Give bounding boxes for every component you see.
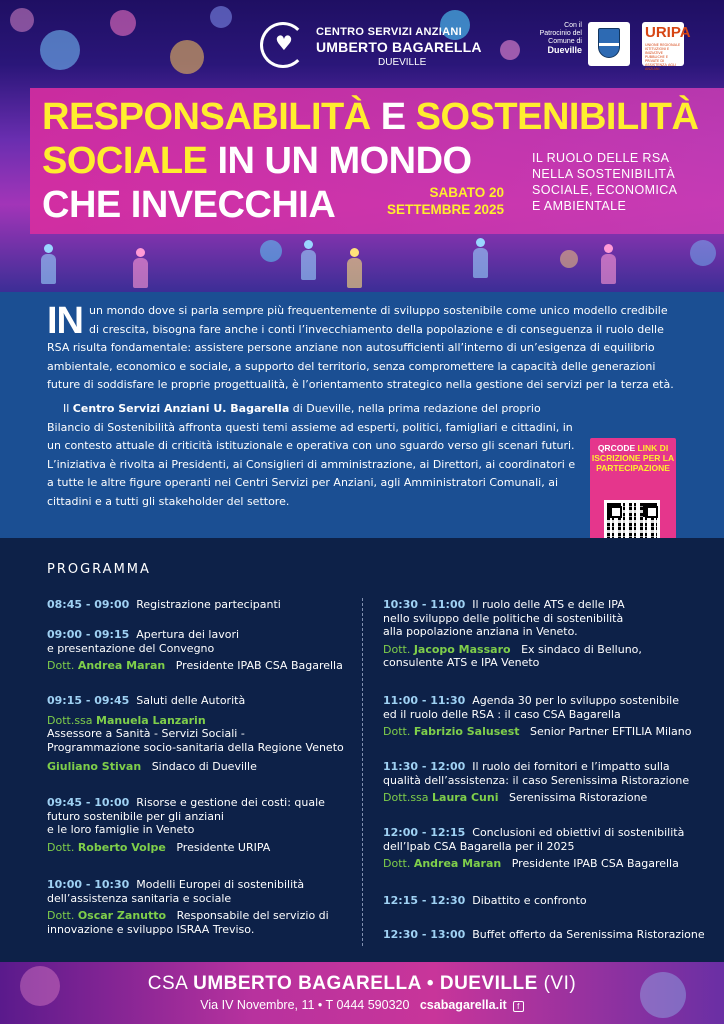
program-item [383, 894, 587, 908]
program-item [47, 628, 343, 673]
speaker-title: Dott. [47, 840, 78, 854]
speaker-role: Assessore a Sanità - Servizi Sociali - [47, 727, 245, 740]
bokeh-light [210, 6, 232, 28]
subtitle-line: E AMBIENTALE [532, 199, 627, 213]
item-title: e le loro famiglie in Veneto [47, 823, 195, 836]
item-title: Conclusioni ed obiettivi di sostenibilità [472, 826, 685, 839]
speaker-title: Dott.ssa [383, 791, 433, 804]
qr-label-a: QRCODE [597, 443, 636, 453]
speaker-role: Presidente IPAB CSA Bagarella [175, 659, 343, 672]
intro-org-name: Centro Servizi Anziani U. Bagarella [72, 402, 290, 415]
speaker-title: Dott.ssa [47, 713, 97, 727]
speaker-title: Dott. [383, 857, 414, 870]
qr-finder [607, 503, 621, 517]
speaker-title: Dott. [383, 725, 414, 738]
logo-line-1: CENTRO SERVIZI ANZIANI [316, 26, 462, 38]
title-word: SOCIALE [42, 140, 208, 182]
person-figure [346, 248, 362, 288]
footer-org-name: UMBERTO BAGARELLA • DUEVILLE [193, 973, 538, 994]
drop-cap: IN [47, 300, 83, 342]
uripa-caption: UNIONE REGIONALE ISTITUZIONI E INIZIATIVE PUBBLICHE E PRIVATE DI ASSISTENZA AGLI ANZIANI [645, 43, 681, 71]
footer-website-link[interactable]: csabagarella.it [419, 998, 507, 1012]
intro-text-2a: Il [63, 402, 73, 415]
program-item [383, 760, 689, 805]
speaker-role: Presidente IPAB CSA Bagarella [511, 857, 679, 870]
bokeh-light [260, 240, 282, 262]
item-time: 12:30 - 13:00 [383, 928, 466, 941]
item-title: Risorse e gestione dei costi: quale [136, 796, 325, 809]
bokeh-light [500, 40, 520, 60]
dueville-crest-logo [588, 22, 630, 66]
person-figure [600, 244, 616, 284]
footer-org-prefix: CSA [147, 973, 194, 994]
subtitle-line: SOCIALE, ECONOMICA [532, 183, 678, 197]
qr-label-b: LINK DI ISCRIZIONE PER LA PARTECIPAZIONE [591, 443, 675, 473]
item-title: Apertura dei lavori [136, 628, 240, 641]
event-date [378, 184, 504, 218]
subtitle [532, 150, 677, 214]
item-time: 11:00 - 11:30 [383, 694, 466, 707]
person-figure [300, 240, 316, 280]
speaker-title: Dott. [383, 642, 414, 656]
column-divider [362, 598, 363, 946]
item-title: ed il ruolo delle RSA : il caso CSA Bagarella [383, 707, 621, 721]
logo-line-3: DUEVILLE [378, 57, 427, 68]
title-word: SOSTENIBILITÀ [415, 96, 699, 138]
patron-town: Dueville [547, 45, 582, 55]
patron-line: Con il [564, 22, 582, 29]
title-word: RESPONSABILITÀ [42, 96, 371, 138]
item-title: Agenda 30 per lo sviluppo sostenibile [472, 694, 679, 707]
speaker-name: Manuela Lanzarin [96, 713, 206, 727]
bokeh-light [40, 30, 80, 70]
speaker-title: Dott. [47, 659, 78, 672]
speaker-title: Dott. [47, 909, 78, 922]
item-title: Il ruolo delle ATS e delle IPA [472, 598, 625, 611]
speaker-role: consulente ATS e IPA Veneto [383, 656, 540, 669]
uripa-logo [642, 22, 691, 71]
footer [0, 962, 724, 1024]
program-item [383, 826, 684, 871]
program-item [383, 598, 642, 670]
bokeh-light [170, 40, 204, 74]
speaker-name: Andrea Maran [77, 659, 166, 672]
csa-logo [260, 22, 500, 74]
person-figure [132, 248, 148, 288]
subtitle-line: IL RUOLO DELLE RSA [532, 151, 670, 165]
speaker-name: Fabrizio Salusest [413, 725, 520, 738]
title-line-2 [42, 140, 472, 182]
footer-org-province: (VI) [537, 973, 577, 994]
footer-contact-line [0, 998, 724, 1012]
item-title: Il ruolo dei fornitori e l’impatto sulla [472, 760, 670, 773]
item-title: Buffet offerto da Serenissima Ristorazione [472, 928, 705, 941]
speaker-role: innovazione e sviluppo ISRAA Treviso. [47, 922, 255, 936]
program-item [383, 694, 692, 739]
title-line-3: CHE INVECCHIA [42, 184, 336, 226]
intro-paragraph-2 [47, 400, 583, 511]
speaker-name: Andrea Maran [413, 857, 502, 870]
bokeh-light [690, 240, 716, 266]
heart-people-icon [260, 22, 306, 68]
speaker-role: Responsabile del servizio di [176, 909, 329, 922]
footer-address-phone: Via IV Novembre, 11 • T 0444 590320 [200, 998, 410, 1012]
program-item [47, 796, 325, 854]
item-time: 12:15 - 12:30 [383, 894, 466, 907]
speaker-role: Sindaco di Dueville [151, 760, 257, 773]
speaker-role: Presidente URIPA [176, 840, 271, 854]
item-title: Saluti delle Autorità [136, 694, 246, 707]
title-word: IN UN MONDO [207, 140, 472, 182]
bokeh-light [10, 8, 34, 32]
patron-line: Comune di [548, 38, 582, 45]
program-title: PROGRAMMA [47, 562, 151, 577]
item-time: 09:45 - 10:00 [47, 796, 130, 809]
qr-finder [643, 503, 657, 517]
title-line-1 [42, 96, 698, 138]
date-day: SABATO 20 [429, 185, 504, 200]
item-time: 10:00 - 10:30 [47, 878, 130, 891]
item-time: 09:00 - 09:15 [47, 628, 130, 641]
intro-text-1: un mondo dove si parla sempre più frequentemente di sviluppo sostenibile come unico modello credibile di crescita, bisogna fare anche i conti l’invecchiamento della popolazione e di conseguenza il ruolo delle RSA risulta fondamentale: assistere persone anziane non autosufficienti all’interno di un’esigenza di equilibrio ambientale, economico e sociale, a supporto del territorio, senza compromettere la capacità delle generazioni future di soddisfare le proprie progettualità, è l’orientamento strategico nella gestione dei servizi per la terza età. [47, 304, 674, 391]
speaker-name: Jacopo Massaro [413, 642, 511, 656]
speaker-role: Programmazione socio-sanitaria della Regione Veneto [47, 740, 344, 754]
date-month-year: SETTEMBRE 2025 [386, 202, 504, 217]
speaker-role: Serenissima Ristorazione [508, 791, 648, 804]
item-title: alla popolazione anziana in Veneto. [383, 625, 578, 638]
person-figure [472, 238, 488, 278]
speaker-name: Oscar Zanutto [77, 909, 167, 922]
item-title: Registrazione partecipanti [136, 598, 281, 611]
item-title: dell’assistenza sanitaria e sociale [47, 891, 232, 905]
bokeh-light [110, 10, 136, 36]
item-time: 10:30 - 11:00 [383, 598, 466, 611]
item-time: 11:30 - 12:00 [383, 760, 466, 773]
speaker-role: Senior Partner EFTILIA Milano [530, 725, 692, 738]
speaker-role: Ex sindaco di Belluno, [521, 642, 642, 656]
uripa-wordmark: URIPA [645, 24, 691, 41]
person-figure [40, 244, 56, 284]
item-title: Modelli Europei di sostenibilità [136, 878, 305, 891]
header-banner [0, 0, 724, 292]
intro-text-2b: di Dueville, nella prima redazione del proprio Bilancio di Sostenibilità affronta questi temi assieme ad esperti, politici, famigliari e cittadini, in un contesto attuale di criticità istituzionale e operativa con uno sguardo verso gli scenari futuri. L’iniziativa è rivolta ai Presidenti, ai Consiglieri di amministrazione, ai Direttori, ai coordinatori e a tutte le altre figure operanti nei Centri Servizi per Anziani, agli Amministratori Comunali, ai cittadini e a tutti gli stakeholder del settore. [47, 402, 576, 508]
speaker-name: Laura Cuni [432, 791, 499, 804]
item-time: 08:45 - 09:00 [47, 598, 130, 611]
item-time: 12:00 - 12:15 [383, 826, 466, 839]
bokeh-light [560, 250, 578, 268]
item-title: dell’Ipab CSA Bagarella per il 2025 [383, 839, 575, 853]
patron-line: Patrocinio del [539, 30, 582, 37]
item-time: 09:15 - 09:45 [47, 694, 130, 707]
item-title: e presentazione del Convegno [47, 641, 215, 655]
title-word: E [370, 96, 416, 138]
program-item [383, 928, 705, 942]
shield-icon [598, 28, 620, 58]
item-title: nello sviluppo delle politiche di sostenibilità [383, 611, 624, 625]
facebook-icon[interactable]: f [513, 1001, 524, 1012]
program-item [47, 598, 281, 612]
item-title: Dibattito e confronto [472, 894, 587, 907]
footer-org-line [0, 973, 724, 995]
item-title: futuro sostenibile per gli anziani [47, 809, 224, 823]
program-section [0, 538, 724, 962]
program-item [47, 878, 329, 936]
intro-panel [0, 292, 724, 538]
item-title: qualità dell’assistenza: il caso Serenissima Ristorazione [383, 773, 690, 787]
speaker-name: Giuliano Stivan [47, 760, 142, 773]
speaker-name: Roberto Volpe [77, 840, 166, 854]
patronage-text [526, 22, 582, 54]
subtitle-line: NELLA SOSTENIBILITÀ [532, 167, 676, 181]
qr-label [590, 443, 676, 473]
intro-paragraph-1 [47, 302, 679, 395]
program-item [47, 694, 344, 774]
logo-line-2: UMBERTO BAGARELLA [316, 39, 482, 55]
